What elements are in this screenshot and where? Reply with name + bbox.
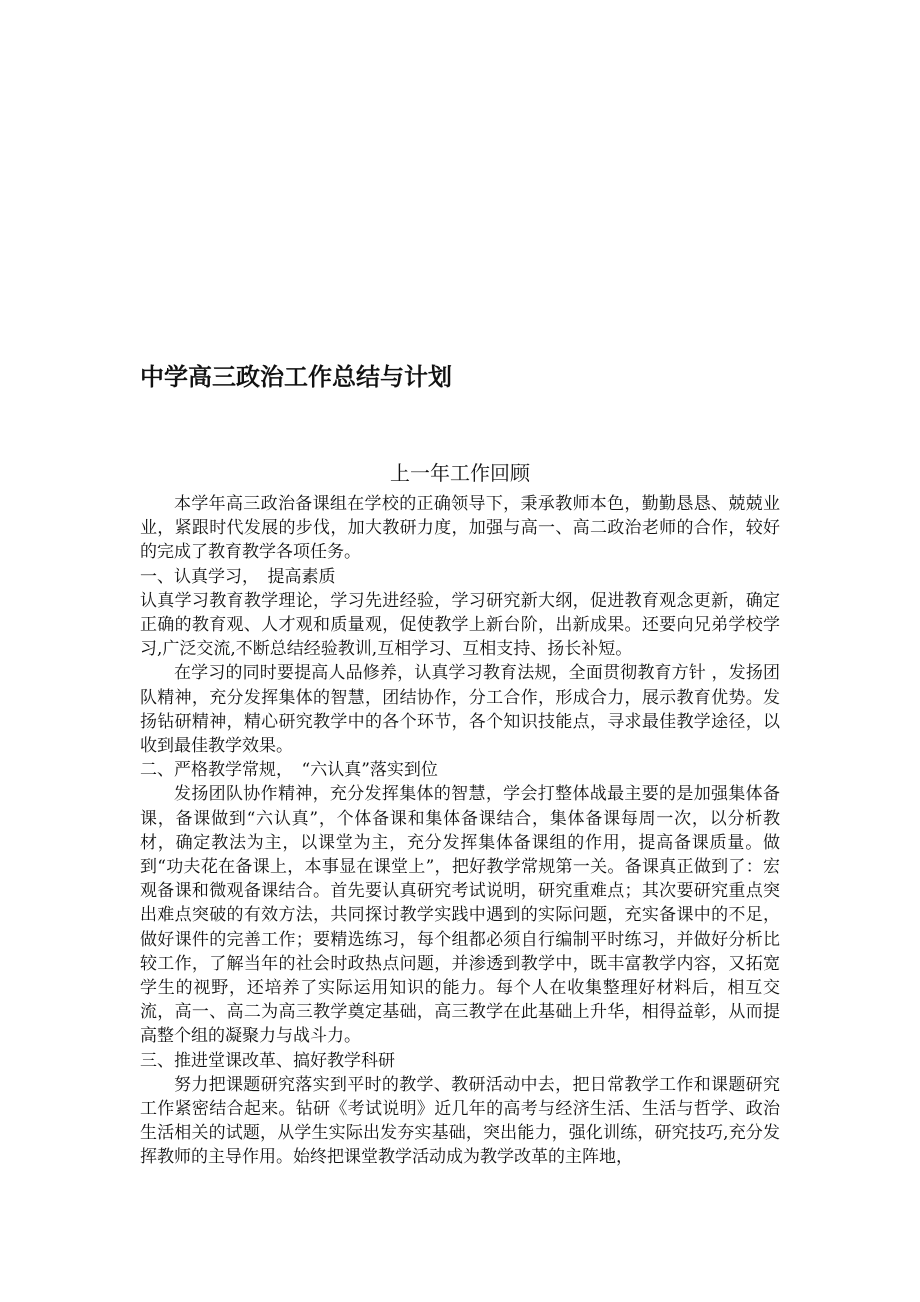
heading-study: 一、认真学习， 提高素质 bbox=[140, 566, 336, 587]
heading-reform-research: 三、推进堂课改革、搞好教学科研 bbox=[140, 1050, 395, 1071]
section-title: 上一年工作回顾 bbox=[390, 461, 530, 485]
document-body bbox=[140, 492, 780, 1170]
paragraph-intro: 本学年高三政治备课组在学校的正确领导下，秉承教师本色，勤勤恳恳、兢兢业业，紧跟时代发展的步伐，加大教研力度，加强与高一、高二政治老师的合作，较好的完成了教育教学各项任务。 bbox=[140, 494, 780, 563]
heading-teaching-routine: 二、严格教学常规， “六认真”落实到位 bbox=[140, 760, 438, 781]
paragraph-character: 在学习的同时要提高人品修养，认真学习教育法规，全面贯彻教育方针 ，发扬团队精神，充分发挥集体的智慧，团结协作，分工合作，形成合力，展示教育优势。发扬钻研精神，精心研究教学中的各个环节，各个知识技能点，寻求最佳教学途径，以收到最佳教学效果。 bbox=[140, 663, 780, 757]
document-title: 中学高三政治工作总结与计划 bbox=[140, 363, 452, 391]
paragraph-teamwork: 发扬团队协作精神，充分发挥集体的智慧，学会打整体战最主要的是加强集体备课，备课做到“六认真”，个体备课和集体备课结合，集体备课每周一次，以分析教材，确定教法为主，以课堂为主，充分发挥集体备课组的作用，提高备课质量。做到“功夫花在备课上，本事显在课堂上”，把好教学常规第一关。备课真正做到了：宏观备课和微观备课结合。首先要认真研究考试说明，研究重难点；其次要研究重点突出难点突破的有效方法，共同探讨教学实践中遇到的实际问题，充实备课中的不足，做好课件的完善工作；要精选练习，每个组都必须自行编制平时练习，并做好分析比较工作，了解当年的社会时政热点问题，并渗透到教学中，既丰富教学内容，又拓宽学生的视野，还培养了实际运用知识的能力。每个人在收集整理好材料后，相互交流，高一、高二为高三教学奠定基础，高三教学在此基础上升华，相得益彰，从而提高整个组的凝聚力与战斗力。 bbox=[140, 784, 780, 1047]
paragraph-study-theory: 认真学习教育教学理论，学习先进经验，学习研究新大纲，促进教育观念更新，确定正确的教育观、人才观和质量观，促使教学上新台阶，出新成果。还要向兄弟学校学习,广泛交流,不断总结经验教训,互相学习、互相支持、扬长补短。 bbox=[140, 590, 780, 660]
paragraph-research: 努力把课题研究落实到平时的教学、教研活动中去，把日常教学工作和课题研究工作紧密结合起来。钻研《考试说明》近几年的高考与经济生活、生活与哲学、政治生活相关的试题，从学生实际出发夯实基础，突出能力，强化训练，研究技巧,充分发挥教师的主导作用。始终把课堂教学活动成为教学改革的主阵地， bbox=[140, 1074, 780, 1168]
